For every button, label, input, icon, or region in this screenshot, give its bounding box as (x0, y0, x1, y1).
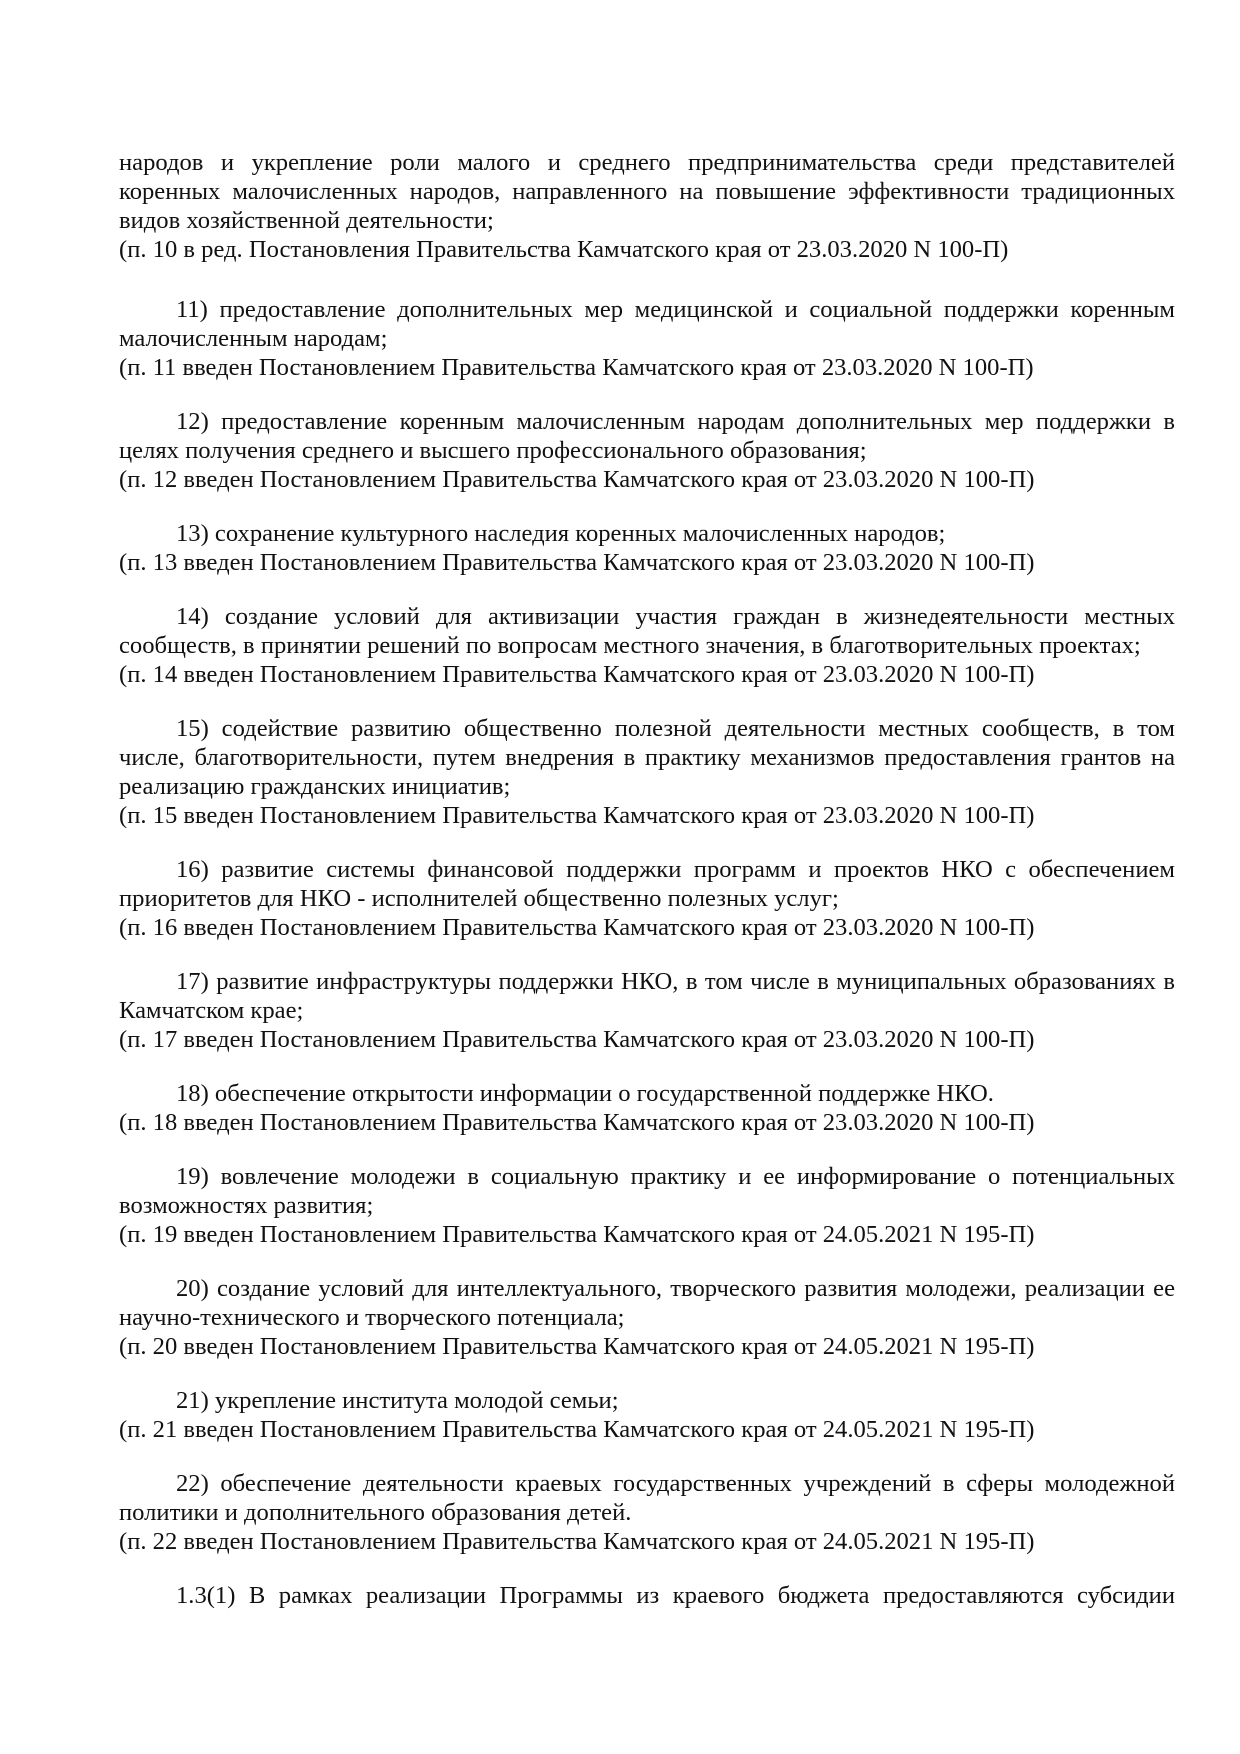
closing-block (119, 1581, 1175, 1610)
amendment-note: (п. 12 введен Постановлением Правительства Камчатского края от 23.03.2020 N 100-П) (119, 466, 1035, 493)
document-page (119, 148, 1175, 1635)
item-paragraph: 20) создание условий для интеллектуального, творческого развития молодежи, реализации ее научно-технического и творческого потенциала; (119, 1275, 1175, 1331)
amendment-note: (п. 14 введен Постановлением Правительства Камчатского края от 23.03.2020 N 100-П) (119, 661, 1035, 688)
item-11 (119, 295, 1175, 382)
item-15 (119, 714, 1175, 830)
item-19 (119, 1162, 1175, 1249)
item-paragraph: 19) вовлечение молодежи в социальную практику и ее информирование о потенциальных возможностях развития; (119, 1163, 1175, 1219)
amendment-note: (п. 20 введен Постановлением Правительства Камчатского края от 24.05.2021 N 195-П) (119, 1333, 1035, 1360)
amendment-note: (п. 13 введен Постановлением Правительства Камчатского края от 23.03.2020 N 100-П) (119, 549, 1035, 576)
item-paragraph: 21) укрепление института молодой семьи; (176, 1387, 619, 1414)
item-paragraph: 16) развитие системы финансовой поддержки программ и проектов НКО с обеспечением приоритетов для НКО - исполнителей общественно полезных услуг; (119, 856, 1175, 912)
amendment-note: (п. 11 введен Постановлением Правительства Камчатского края от 23.03.2020 N 100-П) (119, 354, 1034, 381)
amendment-note: (п. 22 введен Постановлением Правительства Камчатского края от 24.05.2021 N 195-П) (119, 1528, 1035, 1555)
item-16 (119, 855, 1175, 942)
item-paragraph: 14) создание условий для активизации участия граждан в жизнедеятельности местных сообществ, в принятии решений по вопросам местного значения, в благотворительных проектах; (119, 603, 1175, 659)
item-paragraph: 12) предоставление коренным малочисленным народам дополнительных мер поддержки в целях получения среднего и высшего профессионального образования; (119, 408, 1175, 464)
amendment-note: (п. 17 введен Постановлением Правительства Камчатского края от 23.03.2020 N 100-П) (119, 1026, 1035, 1053)
item-22 (119, 1469, 1175, 1556)
item-paragraph: 22) обеспечение деятельности краевых государственных учреждений в сферы молодежной политики и дополнительного образования детей. (119, 1470, 1175, 1526)
item-17 (119, 967, 1175, 1054)
amendment-note: (п. 18 введен Постановлением Правительства Камчатского края от 23.03.2020 N 100-П) (119, 1109, 1035, 1136)
item-paragraph: 11) предоставление дополнительных мер медицинской и социальной поддержки коренным малочисленным народам; (119, 296, 1175, 352)
amendment-note: (п. 10 в ред. Постановления Правительства Камчатского края от 23.03.2020 N 100-П) (119, 236, 1009, 263)
closing-paragraph: 1.3(1) В рамках реализации Программы из краевого бюджета предоставляются субсидии (176, 1582, 1175, 1609)
item-21 (119, 1386, 1175, 1444)
item-paragraph: 18) обеспечение открытости информации о государственной поддержке НКО. (176, 1080, 994, 1107)
item-20 (119, 1274, 1175, 1361)
intro-block (119, 148, 1175, 264)
intro-paragraph: народов и укрепление роли малого и среднего предпринимательства среди представителей коренных малочисленных народов, направленного на повышение эффективности традиционных видов хозяйственной деятельности; (119, 149, 1175, 234)
item-paragraph: 15) содействие развитию общественно полезной деятельности местных сообществ, в том числе, благотворительности, путем внедрения в практику механизмов предоставления грантов на реализацию гражданских инициатив; (119, 715, 1175, 800)
item-14 (119, 602, 1175, 689)
item-18 (119, 1079, 1175, 1137)
amendment-note: (п. 16 введен Постановлением Правительства Камчатского края от 23.03.2020 N 100-П) (119, 914, 1035, 941)
amendment-note: (п. 21 введен Постановлением Правительства Камчатского края от 24.05.2021 N 195-П) (119, 1416, 1035, 1443)
item-12 (119, 407, 1175, 494)
item-paragraph: 17) развитие инфраструктуры поддержки НКО, в том числе в муниципальных образованиях в Камчатском крае; (119, 968, 1175, 1024)
item-13 (119, 519, 1175, 577)
amendment-note: (п. 15 введен Постановлением Правительства Камчатского края от 23.03.2020 N 100-П) (119, 802, 1035, 829)
amendment-note: (п. 19 введен Постановлением Правительства Камчатского края от 24.05.2021 N 195-П) (119, 1221, 1035, 1248)
item-paragraph: 13) сохранение культурного наследия коренных малочисленных народов; (176, 520, 946, 547)
